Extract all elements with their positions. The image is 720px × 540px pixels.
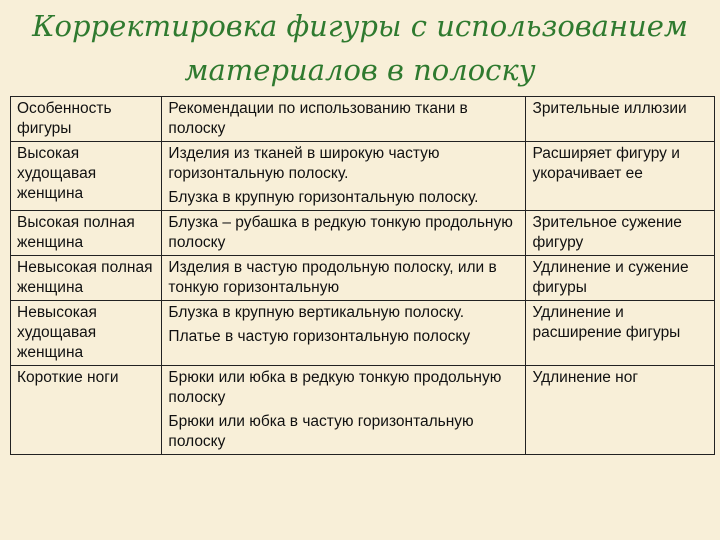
- stripe-recommendations-table: [10, 96, 715, 455]
- recommendation-text: Блузка в крупную вертикальную полоску.: [168, 304, 465, 321]
- table-row: [11, 366, 715, 455]
- recommendation-text: Брюки или юбка в редкую тонкую продольную полоску: [168, 369, 502, 406]
- row-illusion: Удлинение и сужение фигуры: [526, 256, 715, 301]
- table-header-row: [11, 97, 715, 142]
- table-row: [11, 142, 715, 211]
- recommendation-text: Изделия из тканей в широкую частую горизонтальную полоску.: [168, 145, 440, 182]
- recommendation-text: Изделия в частую продольную полоску, или в тонкую горизонтальную: [168, 259, 497, 296]
- row-feature: Невысокая худощавая женщина: [11, 301, 162, 366]
- row-recommendations: [162, 366, 526, 455]
- row-illusion: Удлинение ног: [526, 366, 715, 455]
- title-line-2: материалов в полоску: [184, 53, 536, 87]
- recommendation-text: Блузка – рубашка в редкую тонкую продольную полоску: [168, 214, 513, 251]
- slide-title: [0, 4, 720, 92]
- row-recommendations: [162, 256, 526, 301]
- row-feature: Высокая полная женщина: [11, 211, 162, 256]
- recommendation-text: Платье в частую горизонтальную полоску: [168, 328, 471, 345]
- table-row: [11, 256, 715, 301]
- table-row: [11, 301, 715, 366]
- row-illusion: Зрительное сужение фигуру: [526, 211, 715, 256]
- header-recommendations: Рекомендации по использованию ткани в полоску: [162, 97, 526, 142]
- row-feature: Короткие ноги: [11, 366, 162, 455]
- header-illusions: Зрительные иллюзии: [526, 97, 715, 142]
- title-line-1: Корректировка фигуры с использованием: [32, 9, 688, 43]
- row-illusion: Расширяет фигуру и укорачивает ее: [526, 142, 715, 211]
- row-recommendations: [162, 142, 526, 211]
- row-recommendations: [162, 211, 526, 256]
- row-feature: Невысокая полная женщина: [11, 256, 162, 301]
- row-recommendations: [162, 301, 526, 366]
- row-feature: Высокая худощавая женщина: [11, 142, 162, 211]
- recommendation-text: Брюки или юбка в частую горизонтальную полоску: [168, 413, 474, 450]
- table-row: [11, 211, 715, 256]
- header-feature: Особенность фигуры: [11, 97, 162, 142]
- recommendation-text: Блузка в крупную горизонтальную полоску.: [168, 189, 479, 206]
- row-illusion: Удлинение и расширение фигуры: [526, 301, 715, 366]
